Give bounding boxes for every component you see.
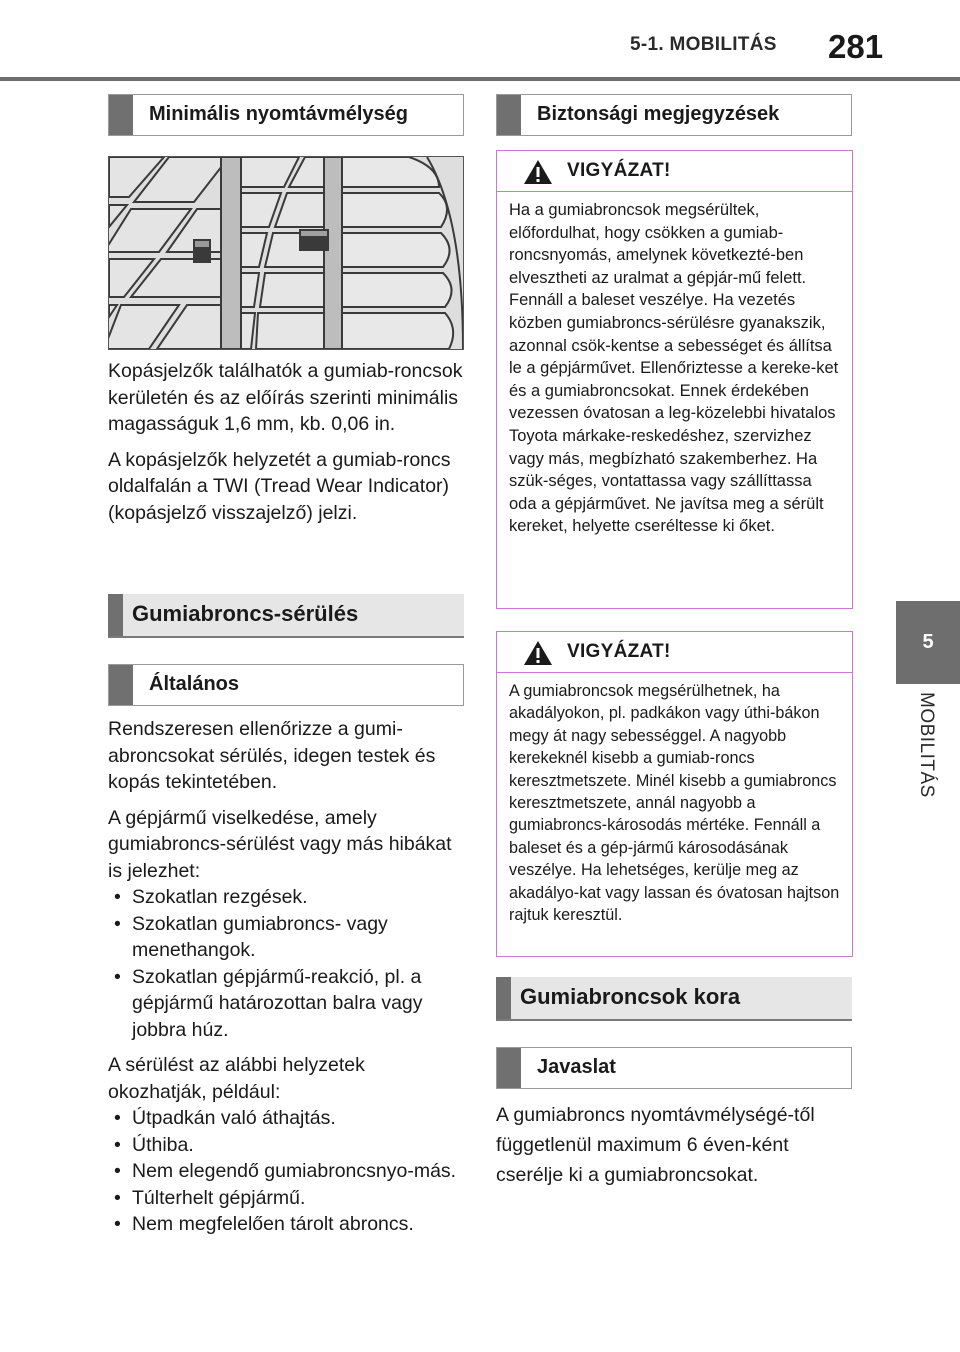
tire-age-heading: Gumiabroncsok kora — [496, 977, 852, 1021]
min-depth-text — [108, 358, 464, 535]
warning-triangle-icon — [523, 159, 553, 185]
list-item: • Szokatlan gumiabroncs- vagy menethangok. — [108, 911, 464, 964]
paragraph: A kopásjelzők helyzetét a gumiab-roncs oldalfalán a TWI (Tread Wear Indicator) (kopásjelző visszajelző) jelzi. — [108, 448, 451, 524]
warning-triangle-icon — [523, 640, 553, 666]
section-title: 5-1. MOBILITÁS — [630, 34, 777, 55]
paragraph: A gépjármű viselkedése, amely gumiabroncs-sérülést vagy más hibákat is jelezhet: — [108, 806, 452, 882]
paragraph: A gumiabroncs nyomtávmélységé-től függetlenül maximum 6 éven-ként cserélje ki a gumiabroncsokat. — [496, 1104, 815, 1186]
chapter-tab-label: MOBILITÁS — [916, 692, 937, 798]
recommendation-text — [496, 1100, 852, 1199]
tire-tread-illustration — [108, 156, 464, 350]
warning-box — [496, 631, 853, 957]
warning-text: A gumiabroncsok megsérülhetnek, ha akadályokon, pl. padkákon vagy úthi-bákon megy át nagy sebességgel. A nagyobb kerekeknél kisebb a gumiab-roncs keresztmetszete. Minél kisebb a gumiabroncs keresztmetszete, annál nagyobb a gumiabroncs-károsodás mértéke. Fennáll a baleset és a gép-jármű károsodásának veszélye. Ha lehetséges, kerülje meg az akadályo-kat vagy lassan és óvatosan hajtson rajtuk keresztül. — [509, 682, 840, 925]
warning-title: VIGYÁZAT! — [567, 641, 671, 662]
list-item: • Szokatlan gépjármű-reakció, pl. a gépjármű határozottan balra vagy jobbra húz. — [108, 964, 464, 1044]
header-rule — [0, 77, 960, 81]
warning-text: Ha a gumiabroncsok megsérültek, előfordulhat, hogy csökken a gumiab-roncsnyomás, amelynek következté-ben elvesztheti az uralmat a gépjár-mű felett. Fennáll a baleset veszélye. Ha vezetés közben gumiabroncs-sérülésre gyanakszik, azonnal csök-kentse a sebességet és állítsa le a gépjárművet. Ellenőriztesse a kereke-ket és a gumiabroncsokat. Ennek érdekében vezessen óvatosan a leg-közelebbi hivatalos Toyota márkake-reskedéshez, szervizhez vagy más, megbízható szakemberhez. Ha szük-séges, vontattassa vagy szállíttassa oda a gépjárművet. Ne javítsa meg a sérült kereket, helyette cseréltesse ki őket. — [509, 201, 839, 536]
warning-box — [496, 150, 853, 609]
paragraph: Rendszeresen ellenőrizze a gumi-abroncsokat sérülés, idegen testek és kopás tekintetében. — [108, 718, 436, 793]
general-heading: Általános — [108, 664, 464, 706]
tire-damage-heading: Gumiabroncs-sérülés — [108, 594, 464, 638]
symptom-list — [108, 884, 464, 1043]
safety-notes-heading: Biztonsági megjegyzések — [496, 94, 852, 136]
list-item: • Nem megfelelően tárolt abroncs. — [108, 1211, 464, 1238]
list-item: • Nem elegendő gumiabroncsnyo-más. — [108, 1158, 464, 1185]
list-item: • Túlterhelt gépjármű. — [108, 1185, 464, 1212]
paragraph: Kopásjelzők találhatók a gumiab-roncsok kerületén és az előírás szerinti minimális magasságuk 1,6 mm, kb. 0,06 in. — [108, 360, 463, 435]
tire-damage-text — [108, 716, 464, 1238]
min-depth-heading: Minimális nyomtávmélység — [108, 94, 464, 136]
chapter-tab-number: 5 — [896, 601, 960, 684]
warning-title: VIGYÁZAT! — [567, 160, 671, 181]
page-number: 281 — [828, 28, 884, 65]
list-item: • Szokatlan rezgések. — [108, 884, 464, 911]
list-item: • Útpadkán való áthajtás. — [108, 1105, 464, 1132]
cause-list — [108, 1105, 464, 1238]
recommendation-heading: Javaslat — [496, 1047, 852, 1089]
list-item: • Úthiba. — [108, 1132, 464, 1159]
paragraph: A sérülést az alábbi helyzetek okozhatják, például: — [108, 1054, 365, 1103]
